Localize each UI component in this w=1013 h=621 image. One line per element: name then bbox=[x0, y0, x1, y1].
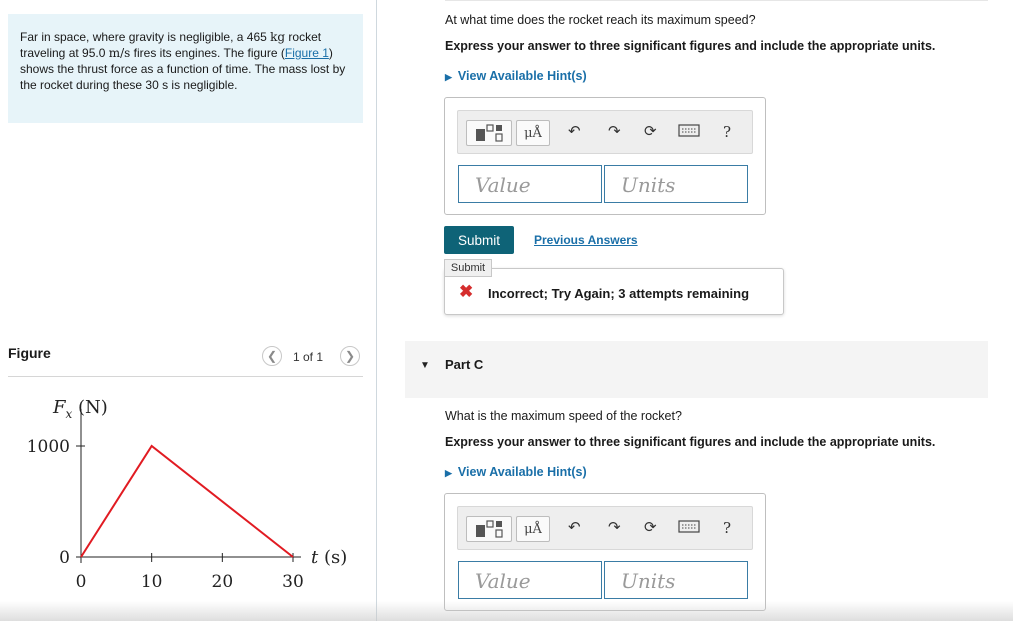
thrust-chart bbox=[8, 385, 353, 595]
chevron-left-icon[interactable]: ❮ bbox=[262, 346, 282, 366]
value-input[interactable]: Value bbox=[458, 165, 602, 203]
figure-title: Figure bbox=[8, 345, 51, 361]
submit-button[interactable]: Submit bbox=[444, 226, 514, 254]
figure-pager-label: 1 of 1 bbox=[293, 350, 324, 364]
part-c-title: Part C bbox=[445, 357, 484, 372]
keyboard-icon[interactable] bbox=[678, 123, 700, 142]
part-c-hint-link[interactable] bbox=[445, 465, 587, 479]
problem-text: fires its engines. The figure ( bbox=[130, 46, 285, 60]
units-input[interactable]: Units bbox=[604, 165, 748, 203]
caret-down-icon: ▼ bbox=[420, 360, 430, 371]
templates-glyph bbox=[467, 517, 511, 541]
x-axis-label: t (s) bbox=[311, 547, 348, 568]
problem-text: Far in space, where gravity is negligible, a 465 bbox=[20, 30, 271, 44]
units-input[interactable]: Units bbox=[604, 561, 748, 599]
math-toolbar bbox=[457, 506, 753, 550]
problem-text: rocket traveling at 95.0 bbox=[20, 30, 322, 60]
help-icon[interactable]: ? bbox=[723, 519, 732, 537]
caret-right-icon: ▶ bbox=[445, 72, 452, 82]
speed-unit: m/s bbox=[108, 46, 131, 60]
caret-right-icon: ▶ bbox=[445, 468, 452, 478]
feedback-box bbox=[444, 268, 784, 315]
feedback-text: Incorrect; Try Again; 3 attempts remaining bbox=[488, 286, 750, 301]
top-divider bbox=[445, 0, 988, 1]
submit-tooltip: Submit bbox=[444, 259, 492, 277]
mass-unit: kg bbox=[270, 30, 286, 44]
chevron-right-icon[interactable]: ❯ bbox=[340, 346, 360, 366]
problem-statement bbox=[8, 14, 363, 123]
figure-link[interactable]: Figure 1 bbox=[284, 46, 329, 60]
y-tick-label: 1000 bbox=[26, 437, 70, 457]
x-tick-label: 20 bbox=[211, 572, 234, 592]
part-c-instruction: Express your answer to three significant figures and include the appropriate units. bbox=[445, 435, 936, 449]
redo-icon[interactable]: ↷ bbox=[608, 123, 621, 140]
part-c-question: What is the maximum speed of the rocket? bbox=[445, 409, 682, 423]
units-icon[interactable]: μÅ bbox=[516, 516, 550, 542]
redo-icon[interactable]: ↷ bbox=[608, 519, 621, 536]
part-b-hint-link[interactable] bbox=[445, 69, 587, 83]
x-tick-label: 0 bbox=[75, 572, 87, 592]
templates-icon[interactable] bbox=[466, 516, 512, 542]
value-input[interactable]: Value bbox=[458, 561, 602, 599]
y-tick-label: 0 bbox=[59, 548, 70, 568]
part-b-answer-box bbox=[444, 97, 766, 215]
part-b-question: At what time does the rocket reach its maximum speed? bbox=[445, 13, 756, 27]
keyboard-glyph bbox=[678, 123, 700, 137]
figure-header bbox=[8, 342, 363, 377]
units-icon[interactable]: μÅ bbox=[516, 120, 550, 146]
x-tick-label: 10 bbox=[140, 572, 163, 592]
keyboard-icon[interactable] bbox=[678, 519, 700, 538]
templates-glyph bbox=[467, 121, 511, 145]
help-icon[interactable]: ? bbox=[723, 123, 732, 141]
keyboard-glyph bbox=[678, 519, 700, 533]
problem-text: ) shows the thrust force as a function of time. The mass lost by the rocket during these 30 s is negligible. bbox=[20, 46, 346, 92]
undo-icon[interactable]: ↶ bbox=[568, 123, 581, 140]
thrust-series-line bbox=[81, 446, 293, 557]
hint-label: View Available Hint(s) bbox=[457, 69, 587, 83]
math-toolbar bbox=[457, 110, 753, 154]
previous-answers-link[interactable]: Previous Answers bbox=[534, 233, 638, 247]
x-tick-label: 30 bbox=[282, 572, 304, 592]
templates-icon[interactable] bbox=[466, 120, 512, 146]
reset-icon[interactable]: ⟳ bbox=[644, 519, 657, 536]
pane-divider[interactable] bbox=[376, 0, 377, 621]
reset-icon[interactable]: ⟳ bbox=[644, 123, 657, 140]
part-b-instruction: Express your answer to three significant figures and include the appropriate units. bbox=[445, 39, 936, 53]
part-c-header[interactable] bbox=[405, 341, 988, 398]
incorrect-icon: ✖ bbox=[459, 282, 474, 301]
hint-label: View Available Hint(s) bbox=[457, 465, 587, 479]
part-c-answer-box bbox=[444, 493, 766, 611]
bottom-shadow bbox=[0, 601, 1013, 621]
undo-icon[interactable]: ↶ bbox=[568, 519, 581, 536]
y-axis-label: $F_x$ (N) bbox=[53, 397, 108, 421]
